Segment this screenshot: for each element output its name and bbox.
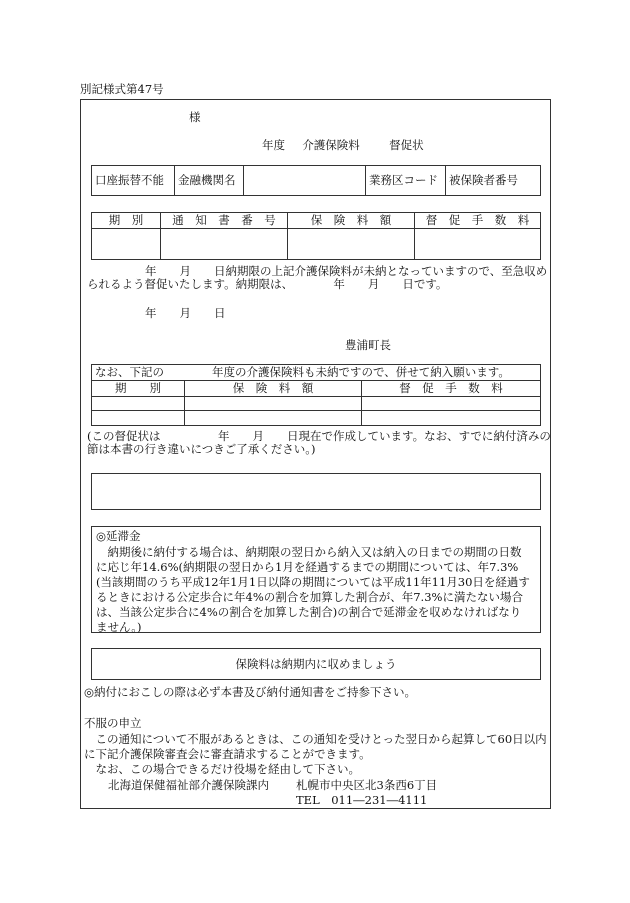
late-fee-line: ません。) <box>96 620 142 634</box>
info-area-code-label: 業務区コード <box>366 166 446 196</box>
page-title <box>262 138 424 153</box>
table-row <box>92 396 541 411</box>
main-cell-amount <box>288 228 415 259</box>
notice-line-1: 年 月 日納期限の上記介護保険料が未納となっていますので、至急収め <box>145 264 548 278</box>
main-header-period: 期 別 <box>92 213 161 229</box>
info-transfer-label: 口座振替不能 <box>92 166 175 196</box>
pay-in-time-text: 保険料は納期内に収めましょう <box>235 656 397 671</box>
other-cell-period <box>92 411 185 426</box>
other-year-note <box>92 365 541 381</box>
addressee-suffix: 様 <box>189 110 201 124</box>
table-row <box>92 228 541 259</box>
main-cell-fee <box>415 228 541 259</box>
info-bank-label: 金融機関名 <box>175 166 244 196</box>
created-note-line-1: (この督促状は 年 月 日現在で作成しています。なお、すでに納付済みの <box>87 429 551 443</box>
other-year-note-suffix: 年度の介護保険料も未納ですので、併せて納入願います。 <box>212 365 510 379</box>
other-cell-fee <box>362 411 541 426</box>
date-line: 年 月 日 <box>145 306 226 320</box>
other-header-amount: 保 険 料 額 <box>185 380 362 396</box>
contact-office: 北海道保健福祉部介護保険課内 <box>108 778 269 792</box>
appeal-title: 不服の申立 <box>84 716 142 730</box>
title-notice-label: 督促状 <box>389 138 424 152</box>
appeal-line: なお、この場合できるだけ役場を経由して下さい。 <box>84 762 360 776</box>
other-cell-amount <box>185 396 362 411</box>
title-year-label: 年度 <box>262 138 285 152</box>
appeal-line: に下記介護保険審査会に審査請求することができます。 <box>84 747 371 761</box>
title-insurance-label: 介護保険料 <box>302 138 360 152</box>
late-fee-line: (当該期間のうち平成12年1月1日以降の期間については平成11年11月30日を経過す <box>96 575 530 589</box>
late-fee-line: 納期後に納付する場合は、納期限の翌日から納入又は納入の日までの期間の日数 <box>96 545 522 559</box>
other-cell-period <box>92 396 185 411</box>
other-header-period: 期 別 <box>92 380 185 396</box>
notice-line-2: られるよう督促いたします。納期限は、 年 月 日です。 <box>87 277 448 291</box>
pay-in-time-box <box>91 648 541 680</box>
table-row <box>92 411 541 426</box>
other-year-note-prefix: なお、下記の <box>95 365 164 379</box>
created-note-line-2: 節は本書の行き違いにつきご了承ください。) <box>87 442 316 456</box>
main-table <box>91 212 541 260</box>
form-number: 別記様式第47号 <box>80 82 164 96</box>
info-bank-value <box>244 166 366 196</box>
main-header-notice-number: 通 知 書 番 号 <box>161 213 288 229</box>
contact-address: 札幌市中央区北3条西6丁目 <box>296 778 438 792</box>
other-header-fee: 督 促 手 数 料 <box>362 380 541 396</box>
appeal-line: この通知について不服があるときは、この通知を受けとった翌日から起算して60日以内 <box>84 732 547 746</box>
other-cell-amount <box>185 411 362 426</box>
bring-notice: ◎納付におこしの際は必ず本書及び納付通知書をご持参下さい。 <box>84 685 417 699</box>
late-fee-line: るときにおける公定歩合に年4%の割合を加算した割合が、年7.3%に満たない場合 <box>96 590 523 604</box>
main-cell-period <box>92 228 161 259</box>
main-header-fee: 督 促 手 数 料 <box>415 213 541 229</box>
late-fee-line: は、当該公定歩合に4%の割合を加算した割合)の割合で延滞金を収めなければなり <box>96 605 522 619</box>
contact-tel: TEL 011―231―4111 <box>296 793 428 807</box>
info-insured-number-label: 被保険者番号 <box>446 166 541 196</box>
main-cell-notice-number <box>161 228 288 259</box>
info-table <box>91 165 541 196</box>
issuer: 豊浦町長 <box>345 338 391 352</box>
late-fee-title: ◎延滞金 <box>96 529 141 543</box>
blank-box <box>91 473 541 510</box>
main-header-amount: 保 険 料 額 <box>288 213 415 229</box>
late-fee-line: に応じ年14.6%(納期限の翌日から1月を経過するまでの期間については、年7.3% <box>96 560 519 574</box>
other-year-table <box>91 364 541 426</box>
other-cell-fee <box>362 396 541 411</box>
